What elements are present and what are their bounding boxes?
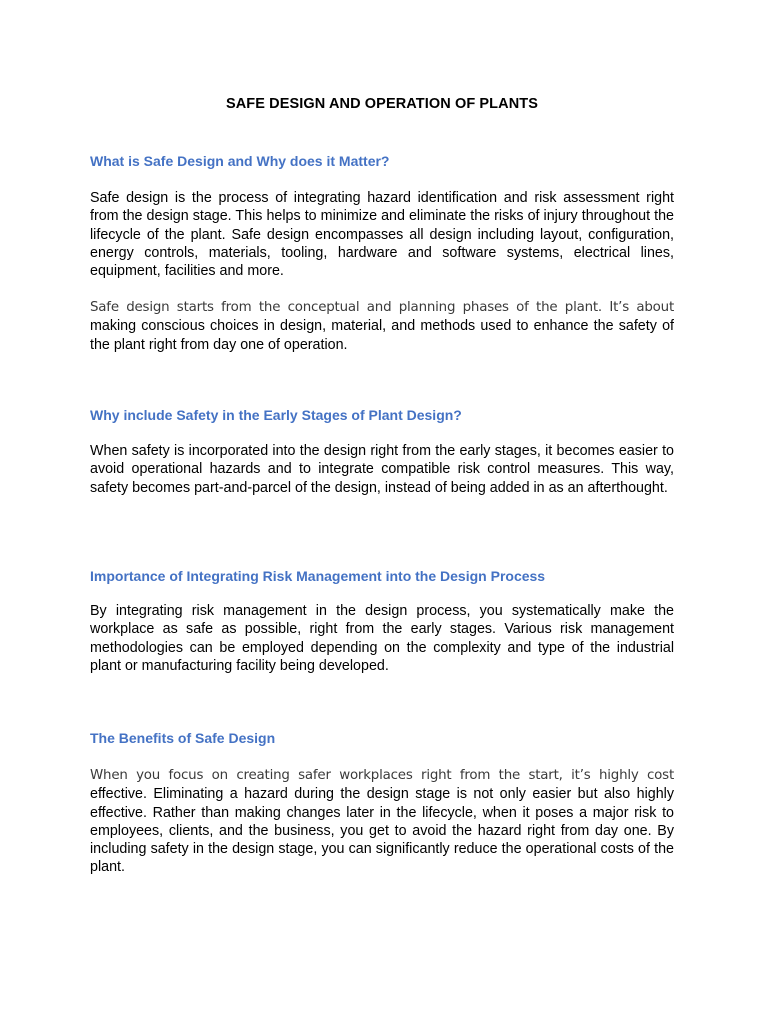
document-title: SAFE DESIGN AND OPERATION OF PLANTS: [225, 96, 539, 112]
paragraph-rest-text: making conscious choices in design, material, and methods used to enhance the safety of the plant right from day one of operation.: [90, 318, 674, 353]
paragraph-rest-text: effective. Eliminating a hazard during the design stage is not only easier but also highly effective. Rather than making changes later in the lifecycle, when it poses a major risk to employees, clients, and the business, you get to avoid the hazard right from day one. By including safety in the design stage, you can significantly reduce the operational costs of the plant.: [90, 786, 674, 876]
section-heading-risk-management: Importance of Integrating Risk Management into the Design Process: [90, 568, 546, 584]
paragraph-risk-management: By integrating risk management in the design process, you systematically make the workplace as safe as possible, right from the early stages. Various risk management methodologies can be employed depending on the complexity and type of the industrial plant or manufacturing facility being developed.: [90, 603, 674, 674]
paragraph-lead-text: Safe design starts from the conceptual and planning phases of the plant. It’s about: [90, 300, 674, 315]
paragraph-safe-design-definition: Safe design is the process of integrating hazard identification and risk assessment right from the design stage. This helps to minimize and eliminate the risks of injury throughout the lifecycle of the plant. Safe design encompasses all design including layout, configuration, energy controls, materials, tooling, hardware and software systems, electrical lines, equipment, facilities and more.: [90, 190, 674, 280]
section-heading-benefits: The Benefits of Safe Design: [90, 730, 276, 746]
section-heading-why-include-safety: Why include Safety in the Early Stages of Plant Design?: [90, 407, 462, 423]
paragraph-lead-text: When you focus on creating safer workplaces right from the start, it’s highly cost: [90, 768, 674, 783]
paragraph-early-stages: When safety is incorporated into the design right from the early stages, it becomes easier to avoid operational hazards and to integrate compatible risk control measures. This way, safety becomes part-and-parcel of the design, instead of being added in as an afterthought.: [90, 443, 674, 496]
paragraph-safe-design-starts: [90, 298, 674, 354]
paragraph-benefits: [90, 766, 674, 877]
section-heading-what-is-safe-design: What is Safe Design and Why does it Matter?: [90, 153, 390, 169]
